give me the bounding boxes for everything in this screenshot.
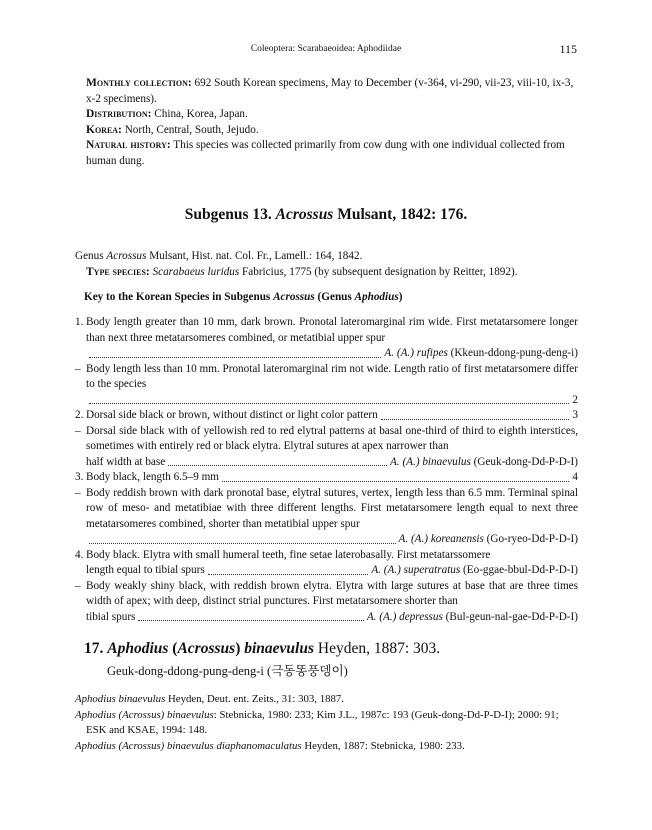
couplet-number: – xyxy=(75,424,81,437)
couplet-number: – xyxy=(75,362,81,375)
key-heading-subgenus: Acrossus xyxy=(273,291,315,303)
couplet-result xyxy=(572,393,578,409)
subgenus-suffix: Mulsant, 1842: 176. xyxy=(337,206,468,223)
leader-dots xyxy=(89,403,569,404)
couplet-result-value: 3 xyxy=(572,409,578,421)
species-epithet: binaevulus xyxy=(244,640,314,657)
couplet-result xyxy=(367,610,578,626)
couplet-taxon: A. (A.) superatratus xyxy=(371,564,464,576)
couplet-result xyxy=(572,408,578,424)
type-species-label: Type species: xyxy=(86,265,150,278)
couplet-number: 1. xyxy=(75,316,84,328)
reference-text: : Stebnicka, 1980: 233; Kim J.L., 1987c: 193 (Geuk-dong-Dd-P-D-I); 2000: 91; ESK and KSAE, 1994: 148. xyxy=(86,708,559,736)
couplet-taxon: A. (A.) rufipes xyxy=(384,347,451,359)
monthly-collection-text: 692 South Korean specimens, May to December (v-364, vi-290, vii-23, viii-10, ix-3, x-2 specimens). xyxy=(86,77,574,105)
species-data-block xyxy=(75,76,578,169)
korea-label: Korea: xyxy=(86,123,122,136)
key-heading-mid: (Genus xyxy=(317,291,352,303)
key-heading-prefix: Key to the Korean Species in Subgenus xyxy=(84,291,271,303)
species-author: Heyden, 1887: 303. xyxy=(317,640,441,657)
couplet-result-value: (Kkeun-ddong-pung-deng-i) xyxy=(450,347,578,359)
identification-key xyxy=(75,315,578,625)
couplet-result xyxy=(384,346,578,362)
page-number: 115 xyxy=(559,42,577,56)
type-species xyxy=(75,265,578,281)
subgenus-heading xyxy=(0,206,652,224)
couplet-leader-line xyxy=(86,393,578,409)
couplet-text: Body length greater than 10 mm, dark brown. Pronotal lateromarginal rim wide. First metatarsomere longer than next three metatarsomeres combined, or metatibial upper spur xyxy=(86,316,578,344)
couplet-leader-line xyxy=(86,346,578,362)
leader-dots xyxy=(138,620,363,621)
couplet-result-value: (Eo-ggae-bbul-Dd-P-D-I) xyxy=(463,564,578,576)
reference-taxon: Aphodius binaevulus xyxy=(75,693,166,705)
couplet-result xyxy=(371,563,578,579)
korea-paragraph xyxy=(75,123,578,139)
natural-history-label: Natural history: xyxy=(86,139,171,151)
couplet-text: Body length less than 10 mm. Pronotal lateromarginal rim not wide. Length ratio of first metatarsomere differ to the species xyxy=(86,362,578,390)
key-couplet xyxy=(75,548,578,579)
reference-taxon: Aphodius (Acrossus) binaevulus xyxy=(75,708,214,721)
subgenus-prefix: Subgenus 13. xyxy=(184,206,272,223)
natural-history-paragraph xyxy=(75,138,578,169)
reference-taxon: Aphodius (Acrossus) binaevulus diaphanomaculatus xyxy=(75,739,302,752)
couplet-leader-line xyxy=(86,470,578,486)
couplet-result-value: 4 xyxy=(572,471,578,483)
key-heading xyxy=(84,291,402,303)
couplet-result-value: 2 xyxy=(572,393,578,406)
key-couplet xyxy=(75,470,578,486)
korea-text: North, Central, South, Jejudo. xyxy=(124,123,259,136)
couplet-result xyxy=(399,532,578,548)
monthly-collection-label: Monthly collection: xyxy=(86,77,192,89)
couplet-lead-text: Dorsal side black or brown, without distinct or light color pattern xyxy=(86,409,378,421)
couplet-text: Dorsal side black with of yellowish red to red elytral patterns at basal one-third of third to eighth interstices, sometimes with entirely red or black elytra. Elytral sutures at apex narrower than xyxy=(86,424,578,452)
couplet-lead-text: Body black, length 6.5–9 mm xyxy=(86,471,219,483)
subgenus-name: Acrossus xyxy=(275,206,334,223)
genus-reference xyxy=(75,249,578,265)
leader-dots xyxy=(89,543,396,544)
leader-dots xyxy=(381,419,570,420)
key-couplet xyxy=(75,362,578,409)
reference-entry xyxy=(75,692,578,708)
distribution-label: Distribution: xyxy=(86,108,152,120)
reference-entry xyxy=(75,739,578,755)
couplet-result-value: (Bul-geun-nal-gae-Dd-P-D-I) xyxy=(445,610,578,623)
species-subgenus-name: Acrossus xyxy=(177,640,236,657)
leader-dots xyxy=(89,357,381,358)
monthly-collection-paragraph xyxy=(75,76,578,107)
couplet-result xyxy=(390,455,578,471)
couplet-lead-text: tibial spurs xyxy=(86,610,136,623)
leader-dots xyxy=(168,465,387,466)
couplet-leader-line xyxy=(86,532,578,548)
leader-dots xyxy=(208,574,369,575)
type-species-citation: Fabricius, 1775 (by subsequent designation by Reitter, 1892). xyxy=(242,265,518,278)
couplet-result-value: (Geuk-dong-Dd-P-D-I) xyxy=(473,455,578,468)
running-head-title: Coleoptera: Scarabaeoidea: Aphodiidae xyxy=(250,44,402,54)
species-korean-name: Geuk-dong-ddong-pung-deng-i (극동똥풍뎅이) xyxy=(107,664,348,678)
leader-dots xyxy=(222,481,569,482)
couplet-taxon: A. (A.) koreanensis xyxy=(398,533,487,545)
reference-text: Heyden, Deut. ent. Zeits., 31: 303, 1887. xyxy=(165,693,344,705)
couplet-lead-text: length equal to tibial spurs xyxy=(86,564,205,576)
couplet-taxon: A. (A.) depressus xyxy=(366,610,446,623)
couplet-leader-line xyxy=(86,610,578,626)
couplet-result-value: (Go-ryeo-Dd-P-D-I) xyxy=(486,533,578,545)
type-species-name: Scarabaeus luridus xyxy=(152,265,240,278)
genus-word: Genus xyxy=(75,250,104,262)
couplet-number: 3. xyxy=(75,471,84,483)
natural-history-text: This species was collected primarily from cow dung with one individual collected from human dung. xyxy=(86,139,565,167)
key-couplet xyxy=(75,315,578,362)
couplet-text: Body black. Elytra with small humeral teeth, fine setae laterobasally. First metatarssomere xyxy=(86,548,491,561)
key-couplet xyxy=(75,486,578,548)
couplet-lead-text: half width at base xyxy=(86,455,166,468)
key-couplet xyxy=(75,424,578,471)
species-genus: Aphodius xyxy=(107,640,169,657)
key-heading-end: ) xyxy=(398,291,403,303)
key-heading-genus: Aphodius xyxy=(354,291,399,303)
couplet-text: Body weakly shiny black, with reddish brown elytra. Elytra with large sutures at base that are three times width of apex; with deep, distinct strial punctures. First metatarsomere shorter than xyxy=(86,579,578,607)
couplet-taxon: A. (A.) binaevulus xyxy=(390,455,474,468)
reference-text: Heyden, 1887: Stebnicka, 1980: 233. xyxy=(301,739,465,752)
species-heading xyxy=(84,640,440,658)
genus-reference-block xyxy=(75,249,578,280)
couplet-text: Body reddish brown with dark pronotal base, elytral sutures, vertex, length less than 6.5 mm. Terminal spinal row of meso- and metatibiae with three different lengths. First metatarsomere length equal to next three metatarsomeres combined, shorter than metatibial upper spur xyxy=(86,486,578,530)
genus-citation: Mulsant, Hist. nat. Col. Fr., Lamell.: 164, 1842. xyxy=(149,250,363,262)
distribution-text: China, Korea, Japan. xyxy=(154,108,248,120)
couplet-leader-line xyxy=(86,408,578,424)
couplet-number: 2. xyxy=(75,409,84,421)
couplet-leader-line xyxy=(86,563,578,579)
distribution-paragraph xyxy=(75,107,578,123)
couplet-number: 4. xyxy=(75,548,84,561)
genus-name: Acrossus xyxy=(106,250,147,262)
couplet-number: – xyxy=(75,486,81,499)
species-number: 17. xyxy=(84,640,104,657)
species-subgenus: (Acrossus) xyxy=(172,640,241,657)
synonymy-references xyxy=(75,692,578,754)
key-couplet xyxy=(75,579,578,626)
couplet-result xyxy=(572,470,578,486)
key-couplet xyxy=(75,408,578,424)
couplet-leader-line xyxy=(86,455,578,471)
couplet-number: – xyxy=(75,579,81,592)
reference-entry xyxy=(75,708,578,739)
